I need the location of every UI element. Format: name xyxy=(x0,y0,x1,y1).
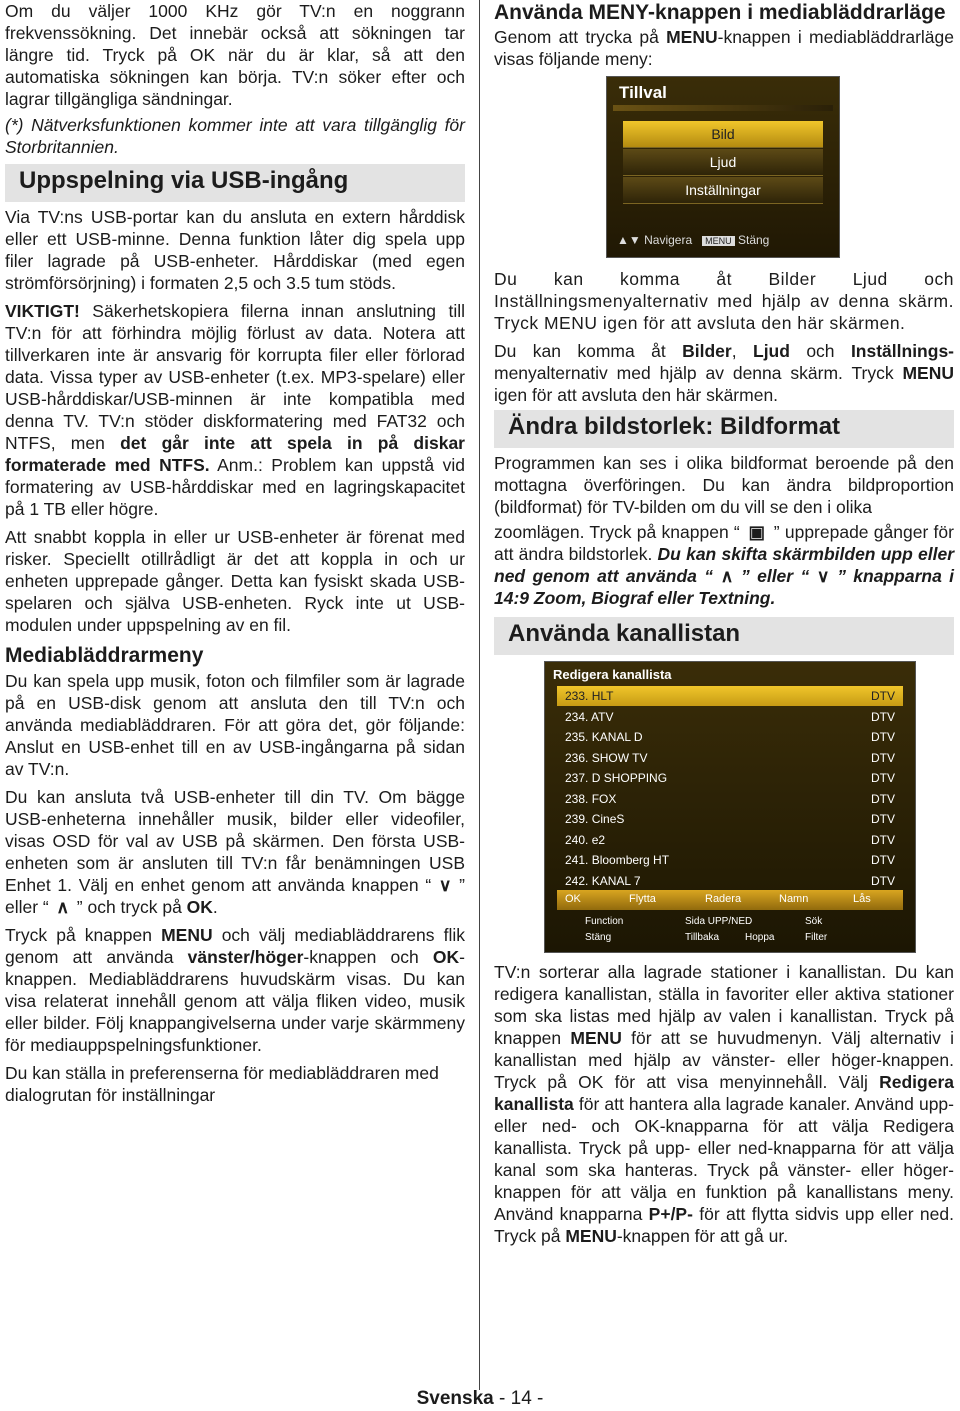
chevron-up-icon: ∧ xyxy=(720,566,734,586)
legend-jump: Hoppa xyxy=(745,932,775,943)
media-p2-text-c: ” och tryck på xyxy=(76,897,187,917)
media-paragraph-2: Du kan ansluta två USB-enheter till din TV. Om bägge USB-enheterna innehåller musik, bilder eller videofiler, visas OSD för val av USB på skärmen. Den första USB-enheten som är ansluten till TV:n får benämningen USB Enhet 1. Välj en enhet genom att använda knappen “ ∨ ” eller “ ∧ ” och tryck på OK. xyxy=(5,787,465,917)
menu-title-underline xyxy=(613,105,833,111)
menu-p3-text-c: menyalternativ med hjälp av denna skärm. Tryck xyxy=(494,363,903,383)
channel-row[interactable] xyxy=(557,850,903,870)
media-p3-text-a: Tryck på knappen xyxy=(5,925,162,945)
channel-type: DTV xyxy=(871,812,895,826)
channel-name: 242. KANAL 7 xyxy=(565,873,641,888)
channel-action-bar xyxy=(557,890,903,910)
page-number: - 14 - xyxy=(493,1388,544,1409)
usb-paragraph-2 xyxy=(5,300,465,520)
usb-p2-text-a: Säkerhetskopiera filerna innan anslutning till TV:n för att förhindra möjlig förlust av data. Notera att tillverkaren inte är ansvarig för korrupta filer eller förlorad data. Vissa typer av USB-enheter (t.ex. MP3-spelare) eller USB-hårddiskar/USB-minnen är inte kompatibla med denna TV. TV:n stöder diskformatering med FAT32 och NTFS, men xyxy=(5,301,465,453)
format-p2-text-b: ” upprepade gånger för att ändra bildstorlek. xyxy=(494,522,954,564)
ljud-label: Ljud xyxy=(753,341,790,361)
channel-type: DTV xyxy=(871,771,895,785)
navigate-arrows-icon: ▲▼ xyxy=(617,233,641,247)
channel-row[interactable] xyxy=(557,809,903,829)
format-p2-italic-a: Du kan skifta skärmbilden upp eller ned genom att använda “ xyxy=(494,544,954,586)
channel-row[interactable] xyxy=(557,686,903,706)
ntfs-warning: det går inte att spela in på diskar formaterade med NTFS. xyxy=(5,433,465,475)
media-paragraph-4: Du kan ställa in preferenserna för mediabläddraren med dialogrutan för inställningar xyxy=(5,1063,439,1105)
chan-text-e: -knappen för att gå ur. xyxy=(616,1226,789,1246)
chan-text-c: för att hantera alla lagrade kanaler. Använd upp- eller ned- och OK-knapparna för att välja Redigera kanallista. Tryck på upp- eller ned-knapparna för att välja kanal som ska hanteras. Tryck på vänster- eller höger-knappen för att välja en funktion på kanallistans meny. Använd knapparna xyxy=(494,1094,954,1224)
channel-row[interactable] xyxy=(557,830,903,850)
picture-format-heading: Ändra bildstorlek: Bildformat xyxy=(494,410,954,448)
page-footer xyxy=(0,1388,960,1410)
media-p3-text-b: och välj mediabläddrarens flik genom att använda xyxy=(5,925,465,967)
channel-name: 236. SHOW TV xyxy=(565,750,648,765)
chevron-down-icon: ∨ xyxy=(816,566,830,586)
channel-row[interactable] xyxy=(557,707,903,727)
media-p3-text-c: -knappen och xyxy=(303,947,433,967)
format-paragraph-2 xyxy=(494,521,954,609)
legend-function: Function xyxy=(585,916,624,927)
channel-row[interactable] xyxy=(557,748,903,768)
channel-type: DTV xyxy=(871,832,895,847)
menu-key-label: MENU xyxy=(666,27,718,47)
channel-row[interactable] xyxy=(557,789,903,809)
channel-name: 239. CineS xyxy=(565,812,625,826)
menu-key-label: MENU xyxy=(161,925,213,945)
channel-list-title: Redigera kanallista xyxy=(553,667,672,682)
ok-label: OK xyxy=(186,897,213,917)
chan-text-d: för att flytta sidvis upp eller ned. Tryck på xyxy=(494,1204,954,1246)
column-divider xyxy=(479,0,480,1390)
format-p2-text-a: zoomlägen. Tryck på knappen “ xyxy=(494,522,740,542)
channel-name: 235. KANAL D xyxy=(565,730,643,744)
channel-type: DTV xyxy=(871,873,895,888)
legend-search: Sök xyxy=(805,916,823,927)
menu-paragraph-2: Du kan komma åt Bilder Ljud och Inställningsmenyalternativ med hjälp av denna skärm. Tryck MENU igen för att avsluta den här skärmen. xyxy=(494,269,954,333)
menu-p3-text-a: Du kan komma åt xyxy=(494,341,683,361)
menu-item-ljud[interactable]: Ljud xyxy=(623,149,823,176)
right-column xyxy=(494,0,954,1247)
menu-title: Tillval xyxy=(619,83,667,102)
p-plus-minus-label: P+/P- xyxy=(648,1204,693,1224)
chevron-down-icon: ∨ xyxy=(438,875,452,895)
channel-name: 233. HLT xyxy=(565,689,614,703)
channel-type: DTV xyxy=(871,730,895,744)
menu-p3-text-d: igen för att avsluta den här skärmen. xyxy=(494,385,779,405)
media-paragraph-3 xyxy=(5,924,465,1056)
menu-key-label-2: MENU xyxy=(902,363,954,383)
usb-paragraph-3: Att snabbt koppla in eller ur USB-enheter är förenat med risker. Speciellt otillrådligt är det att koppla in och ur enheten upprepade gånger. Detta kan fysiskt skada USB-spelaren och själva USB-enheten. Ryck inte ut USB-modulen under uppspelning av en fil. xyxy=(5,527,465,635)
channel-type: DTV xyxy=(871,689,895,703)
left-column xyxy=(5,0,465,1106)
action-delete[interactable]: Radera xyxy=(705,893,742,905)
media-p3-text-d: -knappen. Mediabläddrarens huvudskärm visas. Du kan visa relaterat innehåll genom att välja fliken video, musik eller bilder. Följ knappangivelserna under varje skärmmeny för mediauppspelningsfunktioner. xyxy=(5,947,465,1055)
channel-name: 234. ATV xyxy=(565,709,614,724)
menu-p3-sep-1: , xyxy=(731,341,753,361)
channel-paragraph xyxy=(494,961,954,1247)
important-label: VIKTIGT! xyxy=(5,301,80,321)
edit-channel-list-label: Redigera kanallista xyxy=(494,1072,954,1114)
channel-row[interactable] xyxy=(557,768,903,788)
installnings-label: Inställnings- xyxy=(850,341,954,361)
menu-paragraph-1 xyxy=(494,26,954,70)
media-browser-heading: Mediabläddrarmeny xyxy=(5,644,204,667)
action-name[interactable]: Namn xyxy=(779,893,809,905)
format-p2-italic-c: ” knapparna i 14:9 Zoom, Biograf eller Textning. xyxy=(494,566,955,608)
channel-list-screenshot xyxy=(544,661,916,953)
ok-key-label: OK xyxy=(432,947,460,967)
menu-paragraph-3 xyxy=(494,340,954,406)
menu-p1-text-a: Genom att trycka på xyxy=(494,27,667,47)
channel-name: 241. Bloomberg HT xyxy=(565,853,670,867)
channel-name: 237. D SHOPPING xyxy=(565,771,668,785)
menu-item-bild[interactable]: Bild xyxy=(623,121,823,148)
close-label: Stäng xyxy=(738,233,770,247)
channel-name: 240. e2 xyxy=(565,832,606,847)
menu-key-label-4: MENU xyxy=(565,1226,617,1246)
footer-language: Svenska xyxy=(416,1388,494,1409)
usb-heading: Uppspelning via USB-ingång xyxy=(5,164,465,202)
action-ok[interactable]: OK xyxy=(565,893,581,905)
navigate-label: Navigera xyxy=(644,233,693,247)
menu-key-badge: MENU xyxy=(702,236,735,246)
legend-page: Sida UPP/NED xyxy=(685,916,753,927)
menu-p3-sep-2: och xyxy=(789,341,851,361)
channel-type: DTV xyxy=(871,750,895,765)
action-lock[interactable]: Lås xyxy=(853,893,871,905)
screen-format-icon: ▣ xyxy=(748,522,766,542)
channel-row[interactable] xyxy=(557,871,903,891)
options-menu-screenshot xyxy=(606,76,840,258)
channel-type: DTV xyxy=(871,709,895,724)
intro-paragraph: Om du väljer 1000 KHz gör TV:n en noggrann frekvenssökning. Det innebär också att sökningen tar längre tid. Tryck på OK när du är klar, så att den automatiska sökningen kan börja. TV:n söker efter och lagrar tillgängliga sändningar. xyxy=(5,1,465,109)
menu-nav-hint xyxy=(617,233,769,247)
action-move[interactable]: Flytta xyxy=(629,893,656,905)
menu-mode-heading: Använda MENY-knappen i mediabläddrarläge xyxy=(494,1,946,24)
menu-item-installningar[interactable]: Inställningar xyxy=(623,177,823,204)
format-p2-italic-b: ” eller “ xyxy=(741,566,810,586)
chan-text-a: TV:n sorterar alla lagrade stationer i kanallistan. Du kan redigera kanallistan, ställa in favoriter eller aktiva stationer som ska listas med hjälp av valen i kanallistan. Tryck på knappen xyxy=(494,962,954,1048)
channel-type: DTV xyxy=(871,791,895,806)
usb-paragraph-1: Via TV:ns USB-portar kan du ansluta en extern hårddisk eller ett USB-minne. Denna funktion låter dig spela upp filer lagrade på USB-enheter. Hårddiskar (med egen strömförsörjning) i formaten 2,5 och 3.5 tum stöds. xyxy=(5,207,465,293)
format-paragraph-1: Programmen kan ses i olika bildformat beroende på den mottagna överföringen. Du kan ändra bildproportion (bildformat) för TV-bilden om du vill se den i olika xyxy=(494,453,954,517)
menu-key-label-3: MENU xyxy=(570,1028,622,1048)
usb-p2-text-b: Anm.: Problem kan uppstå vid formatering av USB-hårddiskar med en lagringskapacitet på 1 TB eller högre. xyxy=(5,455,466,519)
legend-back: Tillbaka xyxy=(685,932,720,943)
bilder-label: Bilder xyxy=(682,341,732,361)
legend-close: Stäng xyxy=(585,932,612,943)
channel-list-heading: Använda kanallistan xyxy=(494,617,954,655)
left-right-label: vänster/höger xyxy=(187,947,304,967)
media-p2-text-b: ” eller “ xyxy=(5,875,465,917)
media-p2-text-a: Du kan ansluta två USB-enheter till din TV. Om bägge USB-enheterna innehåller musik, bilder eller videofiler, visas OSD för val av USB på skärmen. Den första USB-enheten som är ansluten till TV:n får benämningen USB Enhet 1. Välj en enhet genom att använda knappen “ xyxy=(5,787,465,895)
channel-name: 238. FOX xyxy=(565,791,617,806)
network-note: (*) Nätverksfunktionen kommer inte att vara tillgänglig för Storbritannien. xyxy=(5,115,465,157)
chevron-up-icon: ∧ xyxy=(56,897,70,917)
channel-type: DTV xyxy=(871,853,895,867)
legend-filter: Filter xyxy=(805,932,828,943)
channel-row[interactable] xyxy=(557,727,903,747)
media-paragraph-1: Du kan spela upp musik, foton och filmfiler som är lagrade på en USB-disk genom att ansluta den till TV:n och använda mediabläddraren. För att göra det, gör följande: Anslut en USB-enhet till en av USB-ingångarna på sidan av TV:n. xyxy=(5,671,465,779)
menu-p1-text-b: -knappen i mediabläddrarläge visas följande meny: xyxy=(494,27,954,69)
chan-text-b: för att se huvudmenyn. Välj alternativ i kanallistan med hjälp av vänster- eller höger-knappen. Tryck på OK för att visa menyinnehåll. Välj xyxy=(494,1028,954,1092)
